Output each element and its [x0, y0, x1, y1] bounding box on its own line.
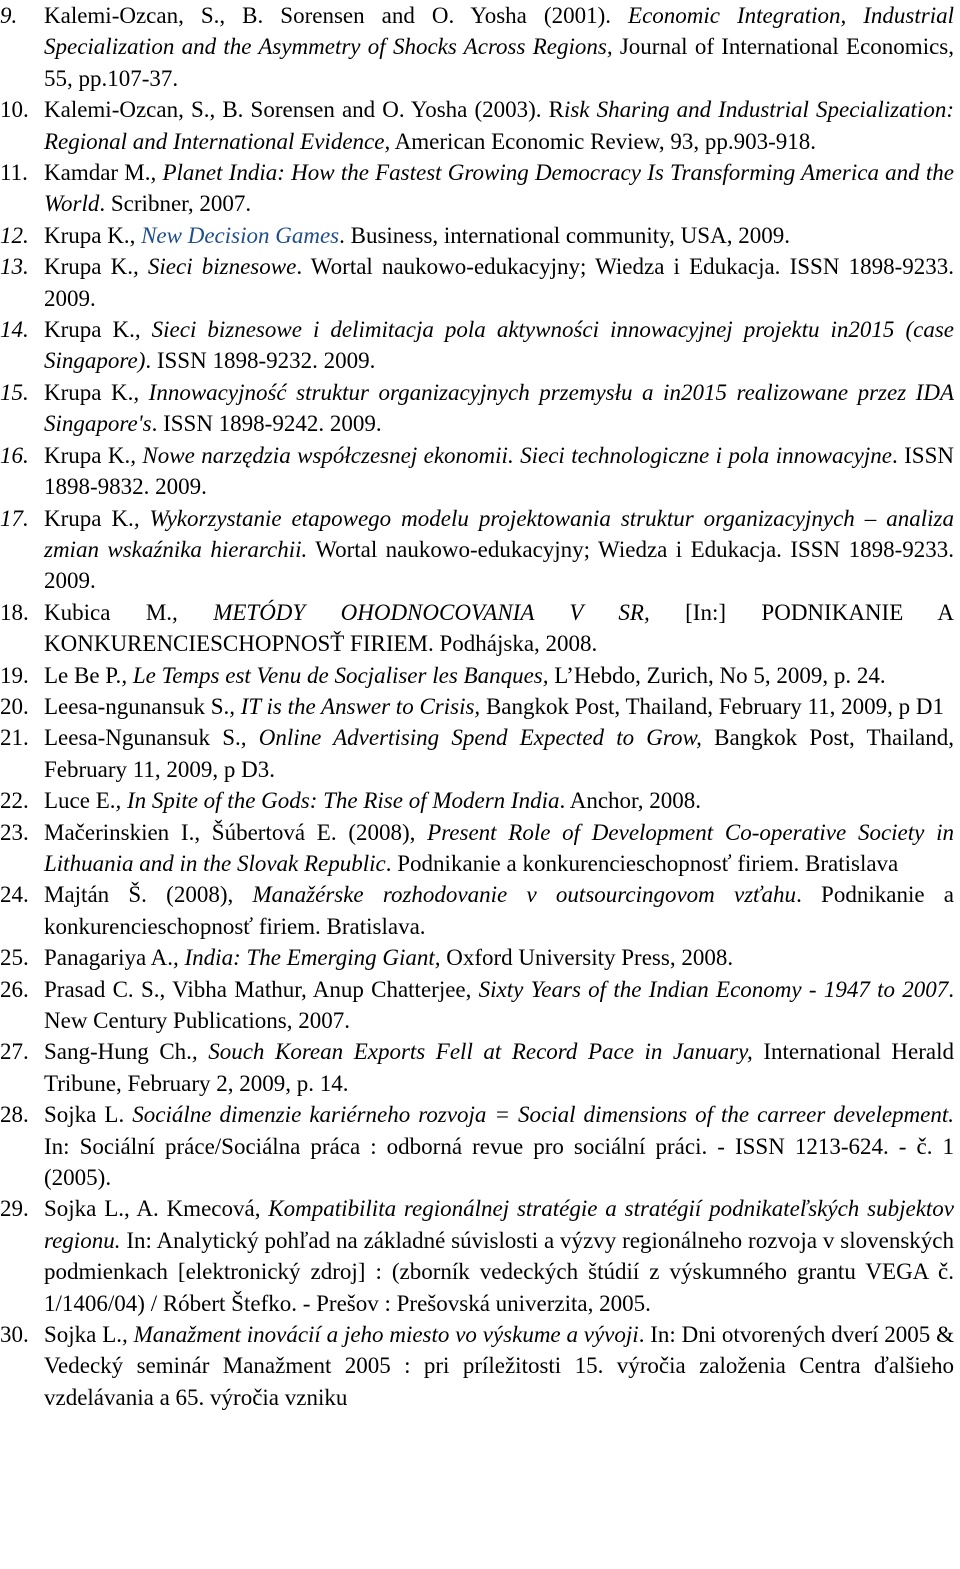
reference-title: , Nowe narzędzia współczesnej ekonomii. Sieci technologiczne i pola innowacyjne — [130, 442, 892, 468]
reference-number: 30. — [0, 1322, 29, 1348]
reference-text: . Business, international community, USA, 2009. — [339, 222, 790, 248]
reference-text: Krupa K. — [44, 379, 134, 405]
reference-text: American Economic Review, 93, pp.903-918. — [390, 128, 817, 154]
reference-text: Sojka L., A. Kmecová, — [44, 1196, 269, 1222]
reference-title: , Souch Korean Exports Fell at Record Pace in January, — [191, 1039, 753, 1065]
reference-title: , Manažment inovácií a jeho miesto vo výskume a vývoji — [122, 1322, 639, 1348]
reference-text: Kamdar M. — [44, 160, 151, 186]
reference-text: . Podnikanie a konkurencieschopnosť firiem. Bratislava — [385, 850, 899, 876]
reference-text: Prasad C. S., Vibha Mathur, Anup Chatterjee, — [44, 976, 479, 1002]
reference-title: , Online Advertising Spend Expected to Grow, — [240, 725, 702, 751]
reference-link[interactable]: New Decision Games — [141, 222, 340, 248]
reference-text: In: Analytický pohľad na základné súvislosti a výzvy regionálneho rozvoja v slovenských podmienkach [elektronický zdroj] : (zborník vedeckých štúdií z výskumného grantu VEGA č. 1/1406/04) / Róbert Štefko. - Prešov : Prešovská univerzita, 2005. — [44, 1227, 954, 1316]
reference-text: Leesa-ngunansuk S. — [44, 693, 230, 719]
reference-title: Economic Integration, Industrial Specialization and the Asymmetry of Shocks Across Regions, — [44, 3, 955, 60]
reference-number: 15. — [0, 379, 29, 405]
reference-number: 28. — [0, 1102, 29, 1128]
reference-title: , Planet India: How the Fastest Growing Democracy Is Transforming America and the World — [44, 160, 954, 217]
reference-text: Kalemi-Ozcan, S., B. Sorensen and O. Yosha (2003). R — [44, 97, 564, 123]
reference-text: . ISSN 1898-9242. 2009. — [151, 411, 382, 437]
reference-text: In: Sociální práce/Sociálna práca : odborná revue pro sociální práci. - ISSN 1213-624. - č. 1 (2005). — [44, 1133, 954, 1191]
reference-number: 29. — [0, 1196, 29, 1222]
reference-number: 11. — [0, 160, 28, 186]
reference-text: Wortal naukowo-edukacyjny; Wiedza i Edukacja. ISSN 1898-9233. 2009. — [44, 536, 954, 594]
reference-title: , METÓDY OHODNOCOVANIA V SR, — [172, 599, 650, 625]
reference-item — [0, 503, 954, 597]
reference-title: Sixty Years of the Indian Economy - 1947 to 2007 — [478, 976, 949, 1002]
reference-text: Bangkok Post, Thailand, February 11, 2009, p D3. — [44, 725, 955, 782]
reference-text: Krupa K. — [44, 254, 133, 280]
reference-number: 24. — [0, 882, 29, 908]
reference-number: 20. — [0, 693, 29, 719]
reference-item — [0, 157, 954, 220]
reference-item — [0, 691, 954, 722]
reference-text: International Herald Tribune, February 2, 2009, p. 14. — [44, 1039, 954, 1096]
reference-text: Sojka L. — [44, 1322, 123, 1348]
reference-text: Krupa K. — [44, 505, 134, 531]
reference-text: . Scribner, 2007. — [99, 191, 252, 217]
reference-number: 12. — [0, 222, 29, 248]
reference-title: isk Sharing and Industrial Specialization: Regional and International Evidence, — [44, 97, 954, 154]
reference-item — [0, 1319, 954, 1413]
reference-title: , Wykorzystanie etapowego modelu projektowania struktur organizacyjnych – analiza zmian wskaźnika hierarchii. — [44, 505, 954, 562]
reference-item — [0, 597, 954, 660]
reference-title: Present Role of Development Co-operative Society in Lithuania and in the Slovak Republic — [44, 819, 954, 876]
reference-item — [0, 314, 954, 377]
reference-item — [0, 660, 954, 691]
reference-text: . Anchor, 2008. — [559, 788, 702, 814]
reference-item — [0, 220, 954, 251]
reference-text: Journal of International Economics, 55, pp.107-37. — [44, 34, 954, 91]
reference-item — [0, 0, 954, 94]
reference-item — [0, 251, 954, 314]
reference-text: . In: Dni otvorených dverí 2005 & Vedecký seminár Manažment 2005 : pri príležitosti 15. výročia založenia Centra ďalšieho vzdelávania a 65. výročia vzniku — [44, 1322, 954, 1410]
reference-title: , Sieci biznesowe i delimitacja pola aktywności innowacyjnej projektu in2015 (case Singapore) — [44, 317, 954, 374]
reference-text: Kalemi-Ozcan, S., B. Sorensen and O. Yosha (2001). — [44, 3, 629, 28]
reference-item — [0, 879, 954, 942]
reference-title: , In Spite of the Gods: The Rise of Modern India — [115, 788, 560, 814]
reference-item — [0, 1193, 954, 1319]
reference-text: Krupa K. — [44, 442, 131, 468]
reference-text: , — [129, 222, 142, 248]
reference-number: 23. — [0, 819, 29, 845]
reference-item — [0, 785, 954, 816]
reference-text: Bangkok Post, Thailand, February 11, 2009, p D1 — [480, 693, 944, 719]
reference-text: Panagariya A. — [44, 945, 174, 971]
reference-title: , Le Temps est Venu de Socjaliser les Banques, — [121, 662, 549, 688]
reference-text: Krupa K. — [44, 222, 130, 248]
reference-text: Leesa-Ngunansuk S. — [44, 725, 241, 751]
reference-number: 13. — [0, 254, 29, 280]
reference-number: 14. — [0, 317, 29, 343]
reference-text: Majtán Š. (2008), — [44, 882, 253, 908]
reference-item — [0, 440, 954, 503]
reference-text: Krupa K. — [44, 317, 135, 343]
reference-number: 27. — [0, 1039, 29, 1065]
reference-text: Sojka L. — [44, 1102, 133, 1128]
reference-title: Sociálne dimenzie kariérneho rozvoja = Social dimensions of the carreer develepment. — [132, 1102, 954, 1128]
reference-text: Mačerinskien I., Šúbertová E. (2008), — [44, 819, 428, 845]
reference-title: , Sieci biznesowe — [133, 254, 297, 280]
reference-item — [0, 94, 954, 157]
reference-title: Kompatibilita regionálnej stratégie a stratégií podnikateľských subjektov regionu. — [44, 1196, 955, 1253]
reference-item — [0, 722, 954, 785]
reference-title: , IT is the Answer to Crisis, — [229, 693, 481, 719]
reference-title: , Innowacyjność struktur organizacyjnych przemysłu a in2015 realizowane przez IDA Singapore's — [44, 379, 954, 437]
reference-item — [0, 942, 954, 973]
reference-text: Sang-Hung Ch. — [44, 1039, 192, 1065]
reference-text: Kubica M. — [44, 599, 173, 625]
reference-number: 9. — [0, 3, 18, 28]
reference-number: 18. — [0, 599, 29, 625]
reference-text: . New Century Publications, 2007. — [44, 976, 955, 1033]
reference-text: . Podnikanie a konkurencieschopnosť firiem. Bratislava. — [44, 882, 954, 939]
reference-text: . Wortal naukowo-edukacyjny; Wiedza i Edukacja. ISSN 1898-9233. 2009. — [44, 254, 954, 311]
reference-number: 22. — [0, 788, 29, 814]
reference-text: Luce E. — [44, 788, 116, 814]
reference-text: . ISSN 1898-9232. 2009. — [145, 348, 376, 374]
reference-item — [0, 1036, 954, 1099]
reference-title: , India: The Emerging Giant, — [173, 945, 441, 971]
reference-number: 16. — [0, 442, 29, 468]
reference-text: L’Hebdo, Zurich, No 5, 2009, p. 24. — [548, 662, 886, 688]
reference-item — [0, 1099, 954, 1193]
reference-item — [0, 974, 954, 1037]
reference-number: 26. — [0, 976, 29, 1002]
reference-title: Manažérske rozhodovanie v outsourcingovom vzťahu — [252, 882, 797, 908]
reference-item — [0, 377, 954, 440]
reference-text: . ISSN 1898-9832. 2009. — [44, 442, 954, 500]
reference-number: 17. — [0, 505, 29, 531]
reference-text: Oxford University Press, 2008. — [440, 945, 734, 971]
reference-number: 25. — [0, 945, 29, 971]
reference-text: [In:] PODNIKANIE A KONKURENCIESCHOPNOSŤ FIRIEM. Podhájska, 2008. — [44, 599, 954, 657]
reference-number: 19. — [0, 662, 29, 688]
reference-item — [0, 817, 954, 880]
reference-number: 21. — [0, 725, 29, 751]
reference-text: Le Be P. — [44, 662, 122, 688]
reference-number: 10. — [0, 97, 29, 123]
